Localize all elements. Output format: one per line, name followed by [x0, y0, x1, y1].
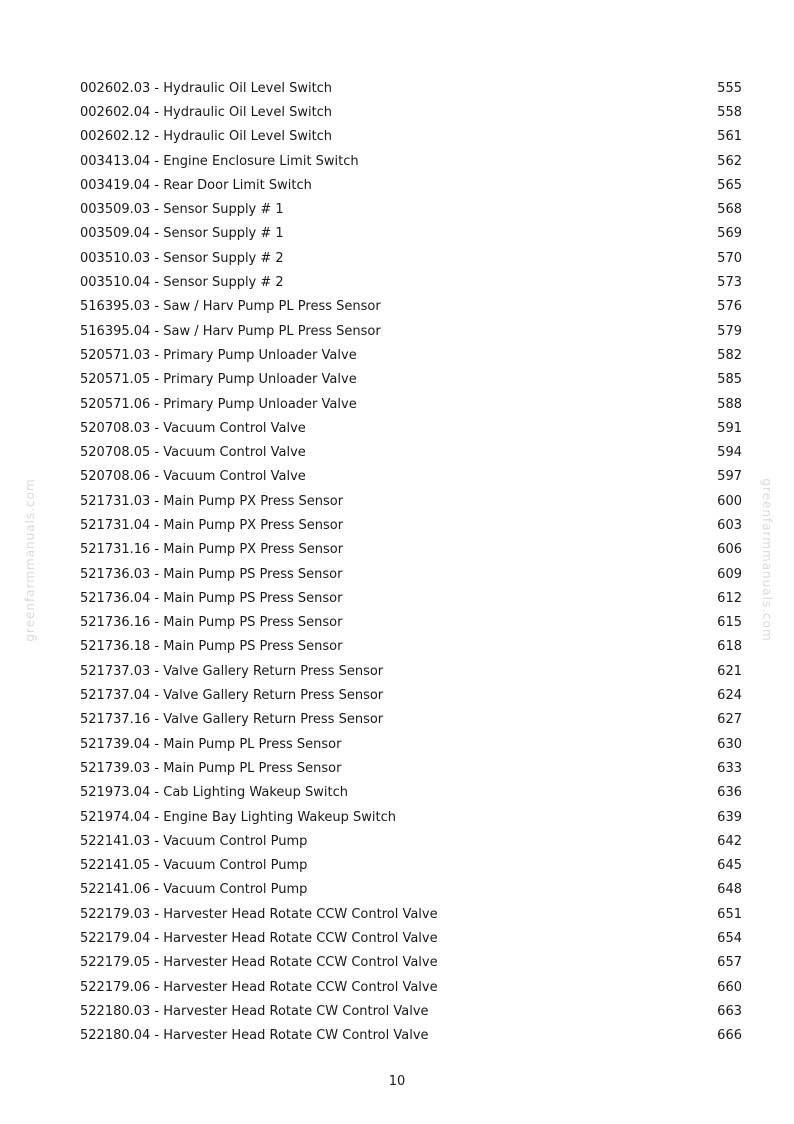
toc-entry-page: 648 [717, 882, 742, 898]
toc-entry-page: 573 [717, 275, 742, 291]
toc-entry-page: 645 [717, 858, 742, 874]
toc-entry-page: 594 [717, 445, 742, 461]
toc-entry[interactable] [80, 732, 742, 756]
toc-entry-title: 520571.06 - Primary Pump Unloader Valve [80, 396, 357, 412]
toc-entry-title: 521736.18 - Main Pump PS Press Sensor [80, 639, 343, 655]
toc-entry-page: 597 [717, 469, 742, 485]
toc-entry[interactable] [80, 246, 742, 270]
toc-entry[interactable] [80, 76, 742, 100]
toc-entry[interactable] [80, 805, 742, 829]
toc-entry-page: 579 [717, 323, 742, 339]
toc-entry-page: 568 [717, 202, 742, 218]
toc-entry-page: 615 [717, 615, 742, 631]
toc-entry-title: 516395.03 - Saw / Harv Pump PL Press Sensor [80, 299, 381, 315]
toc-entry[interactable] [80, 683, 742, 707]
toc-entry[interactable] [80, 902, 742, 926]
toc-entry-title: 521736.03 - Main Pump PS Press Sensor [80, 566, 343, 582]
toc-entry-title: 520708.05 - Vacuum Control Valve [80, 445, 306, 461]
toc-entry[interactable] [80, 538, 742, 562]
toc-entry[interactable] [80, 222, 742, 246]
toc-entry-page: 666 [717, 1028, 742, 1044]
toc-entry[interactable] [80, 756, 742, 780]
toc-entry[interactable] [80, 489, 742, 513]
toc-entry[interactable] [80, 392, 742, 416]
toc-entry-title: 520571.03 - Primary Pump Unloader Valve [80, 347, 357, 363]
toc-entry[interactable] [80, 878, 742, 902]
toc-entry-title: 521739.04 - Main Pump PL Press Sensor [80, 736, 342, 752]
toc-entry-title: 521973.04 - Cab Lighting Wakeup Switch [80, 785, 349, 801]
toc-entry-title: 003419.04 - Rear Door Limit Switch [80, 177, 312, 193]
toc-entry-title: 521737.03 - Valve Gallery Return Press Sensor [80, 663, 384, 679]
toc-entry-page: 636 [717, 785, 742, 801]
toc-entry-page: 558 [717, 104, 742, 120]
toc-entry-title: 522179.03 - Harvester Head Rotate CCW Control Valve [80, 906, 438, 922]
toc-entry-page: 651 [717, 906, 742, 922]
toc-entry-title: 003509.04 - Sensor Supply # 1 [80, 226, 284, 242]
toc-entry-title: 003509.03 - Sensor Supply # 1 [80, 202, 284, 218]
toc-entry[interactable] [80, 854, 742, 878]
toc-entry-page: 562 [717, 153, 742, 169]
toc-entry-page: 603 [717, 517, 742, 533]
toc-entry-title: 003413.04 - Engine Enclosure Limit Switch [80, 153, 359, 169]
toc-entry-page: 639 [717, 809, 742, 825]
toc-entry-page: 606 [717, 542, 742, 558]
toc-entry[interactable] [80, 149, 742, 173]
toc-entry[interactable] [80, 1024, 742, 1048]
toc-entry-title: 521737.04 - Valve Gallery Return Press Sensor [80, 688, 384, 704]
watermark-right: greenfarmmanuals.com [760, 478, 774, 642]
toc-entry-page: 627 [717, 712, 742, 728]
toc-entry[interactable] [80, 829, 742, 853]
toc-entry[interactable] [80, 368, 742, 392]
toc-entry-page: 609 [717, 566, 742, 582]
toc-entry[interactable] [80, 562, 742, 586]
toc-entry-title: 522141.03 - Vacuum Control Pump [80, 833, 308, 849]
toc-entry-page: 621 [717, 663, 742, 679]
toc-entry-title: 520708.06 - Vacuum Control Valve [80, 469, 306, 485]
toc-entry-title: 521974.04 - Engine Bay Lighting Wakeup Switch [80, 809, 396, 825]
toc-entry-title: 521736.16 - Main Pump PS Press Sensor [80, 615, 343, 631]
toc-entry[interactable] [80, 635, 742, 659]
page-number: 10 [388, 1074, 406, 1089]
toc-entry-title: 522179.04 - Harvester Head Rotate CCW Control Valve [80, 931, 438, 947]
toc-entry[interactable] [80, 611, 742, 635]
toc-entry-title: 521737.16 - Valve Gallery Return Press Sensor [80, 712, 384, 728]
toc-entry[interactable] [80, 926, 742, 950]
toc-entry-page: 630 [717, 736, 742, 752]
toc-entry[interactable] [80, 708, 742, 732]
toc-entry[interactable] [80, 999, 742, 1023]
toc-entry[interactable] [80, 951, 742, 975]
toc-entry-page: 642 [717, 833, 742, 849]
toc-entry-title: 522180.03 - Harvester Head Rotate CW Control Valve [80, 1003, 429, 1019]
toc-entry-page: 588 [717, 396, 742, 412]
toc-entry-title: 522180.04 - Harvester Head Rotate CW Control Valve [80, 1028, 429, 1044]
toc-entry-title: 003510.03 - Sensor Supply # 2 [80, 250, 284, 266]
toc-entry-title: 522179.06 - Harvester Head Rotate CCW Control Valve [80, 979, 438, 995]
toc-entry-title: 002602.03 - Hydraulic Oil Level Switch [80, 80, 333, 96]
toc-entry-title: 520708.03 - Vacuum Control Valve [80, 420, 306, 436]
toc-entry-page: 600 [717, 493, 742, 509]
toc-entry[interactable] [80, 270, 742, 294]
toc-entry-page: 576 [717, 299, 742, 315]
toc-entry-page: 663 [717, 1003, 742, 1019]
toc-entry-title: 522141.05 - Vacuum Control Pump [80, 858, 308, 874]
toc-entry-page: 569 [717, 226, 742, 242]
toc-entry[interactable] [80, 319, 742, 343]
toc-entry-title: 521731.04 - Main Pump PX Press Sensor [80, 517, 344, 533]
toc-entry[interactable] [80, 295, 742, 319]
toc-entry-title: 003510.04 - Sensor Supply # 2 [80, 275, 284, 291]
table-of-contents [80, 76, 742, 1048]
toc-entry-page: 555 [717, 80, 742, 96]
toc-entry-page: 582 [717, 347, 742, 363]
toc-entry-title: 516395.04 - Saw / Harv Pump PL Press Sensor [80, 323, 381, 339]
toc-entry-page: 633 [717, 760, 742, 776]
toc-entry-title: 521731.16 - Main Pump PX Press Sensor [80, 542, 344, 558]
toc-entry[interactable] [80, 781, 742, 805]
toc-entry[interactable] [80, 100, 742, 124]
toc-entry-page: 565 [717, 177, 742, 193]
toc-entry-title: 002602.04 - Hydraulic Oil Level Switch [80, 104, 333, 120]
toc-entry[interactable] [80, 659, 742, 683]
toc-entry-page: 660 [717, 979, 742, 995]
toc-entry-title: 522141.06 - Vacuum Control Pump [80, 882, 308, 898]
toc-entry-page: 618 [717, 639, 742, 655]
toc-entry-page: 585 [717, 372, 742, 388]
toc-entry[interactable] [80, 125, 742, 149]
toc-entry-page: 570 [717, 250, 742, 266]
toc-entry-title: 521739.03 - Main Pump PL Press Sensor [80, 760, 342, 776]
toc-entry[interactable] [80, 586, 742, 610]
toc-entry[interactable] [80, 343, 742, 367]
toc-entry[interactable] [80, 197, 742, 221]
toc-entry-title: 521736.04 - Main Pump PS Press Sensor [80, 590, 343, 606]
toc-entry-title: 002602.12 - Hydraulic Oil Level Switch [80, 129, 333, 145]
toc-entry-page: 624 [717, 688, 742, 704]
watermark-left: greenfarmmanuals.com [23, 478, 37, 642]
toc-entry[interactable] [80, 173, 742, 197]
toc-entry[interactable] [80, 513, 742, 537]
toc-entry-page: 657 [717, 955, 742, 971]
toc-entry-title: 520571.05 - Primary Pump Unloader Valve [80, 372, 357, 388]
toc-entry[interactable] [80, 416, 742, 440]
toc-entry[interactable] [80, 440, 742, 464]
toc-entry[interactable] [80, 465, 742, 489]
toc-entry-title: 522179.05 - Harvester Head Rotate CCW Control Valve [80, 955, 438, 971]
toc-entry-page: 654 [717, 931, 742, 947]
toc-entry-title: 521731.03 - Main Pump PX Press Sensor [80, 493, 344, 509]
toc-entry-page: 612 [717, 590, 742, 606]
toc-entry-page: 561 [717, 129, 742, 145]
toc-entry[interactable] [80, 975, 742, 999]
toc-entry-page: 591 [717, 420, 742, 436]
